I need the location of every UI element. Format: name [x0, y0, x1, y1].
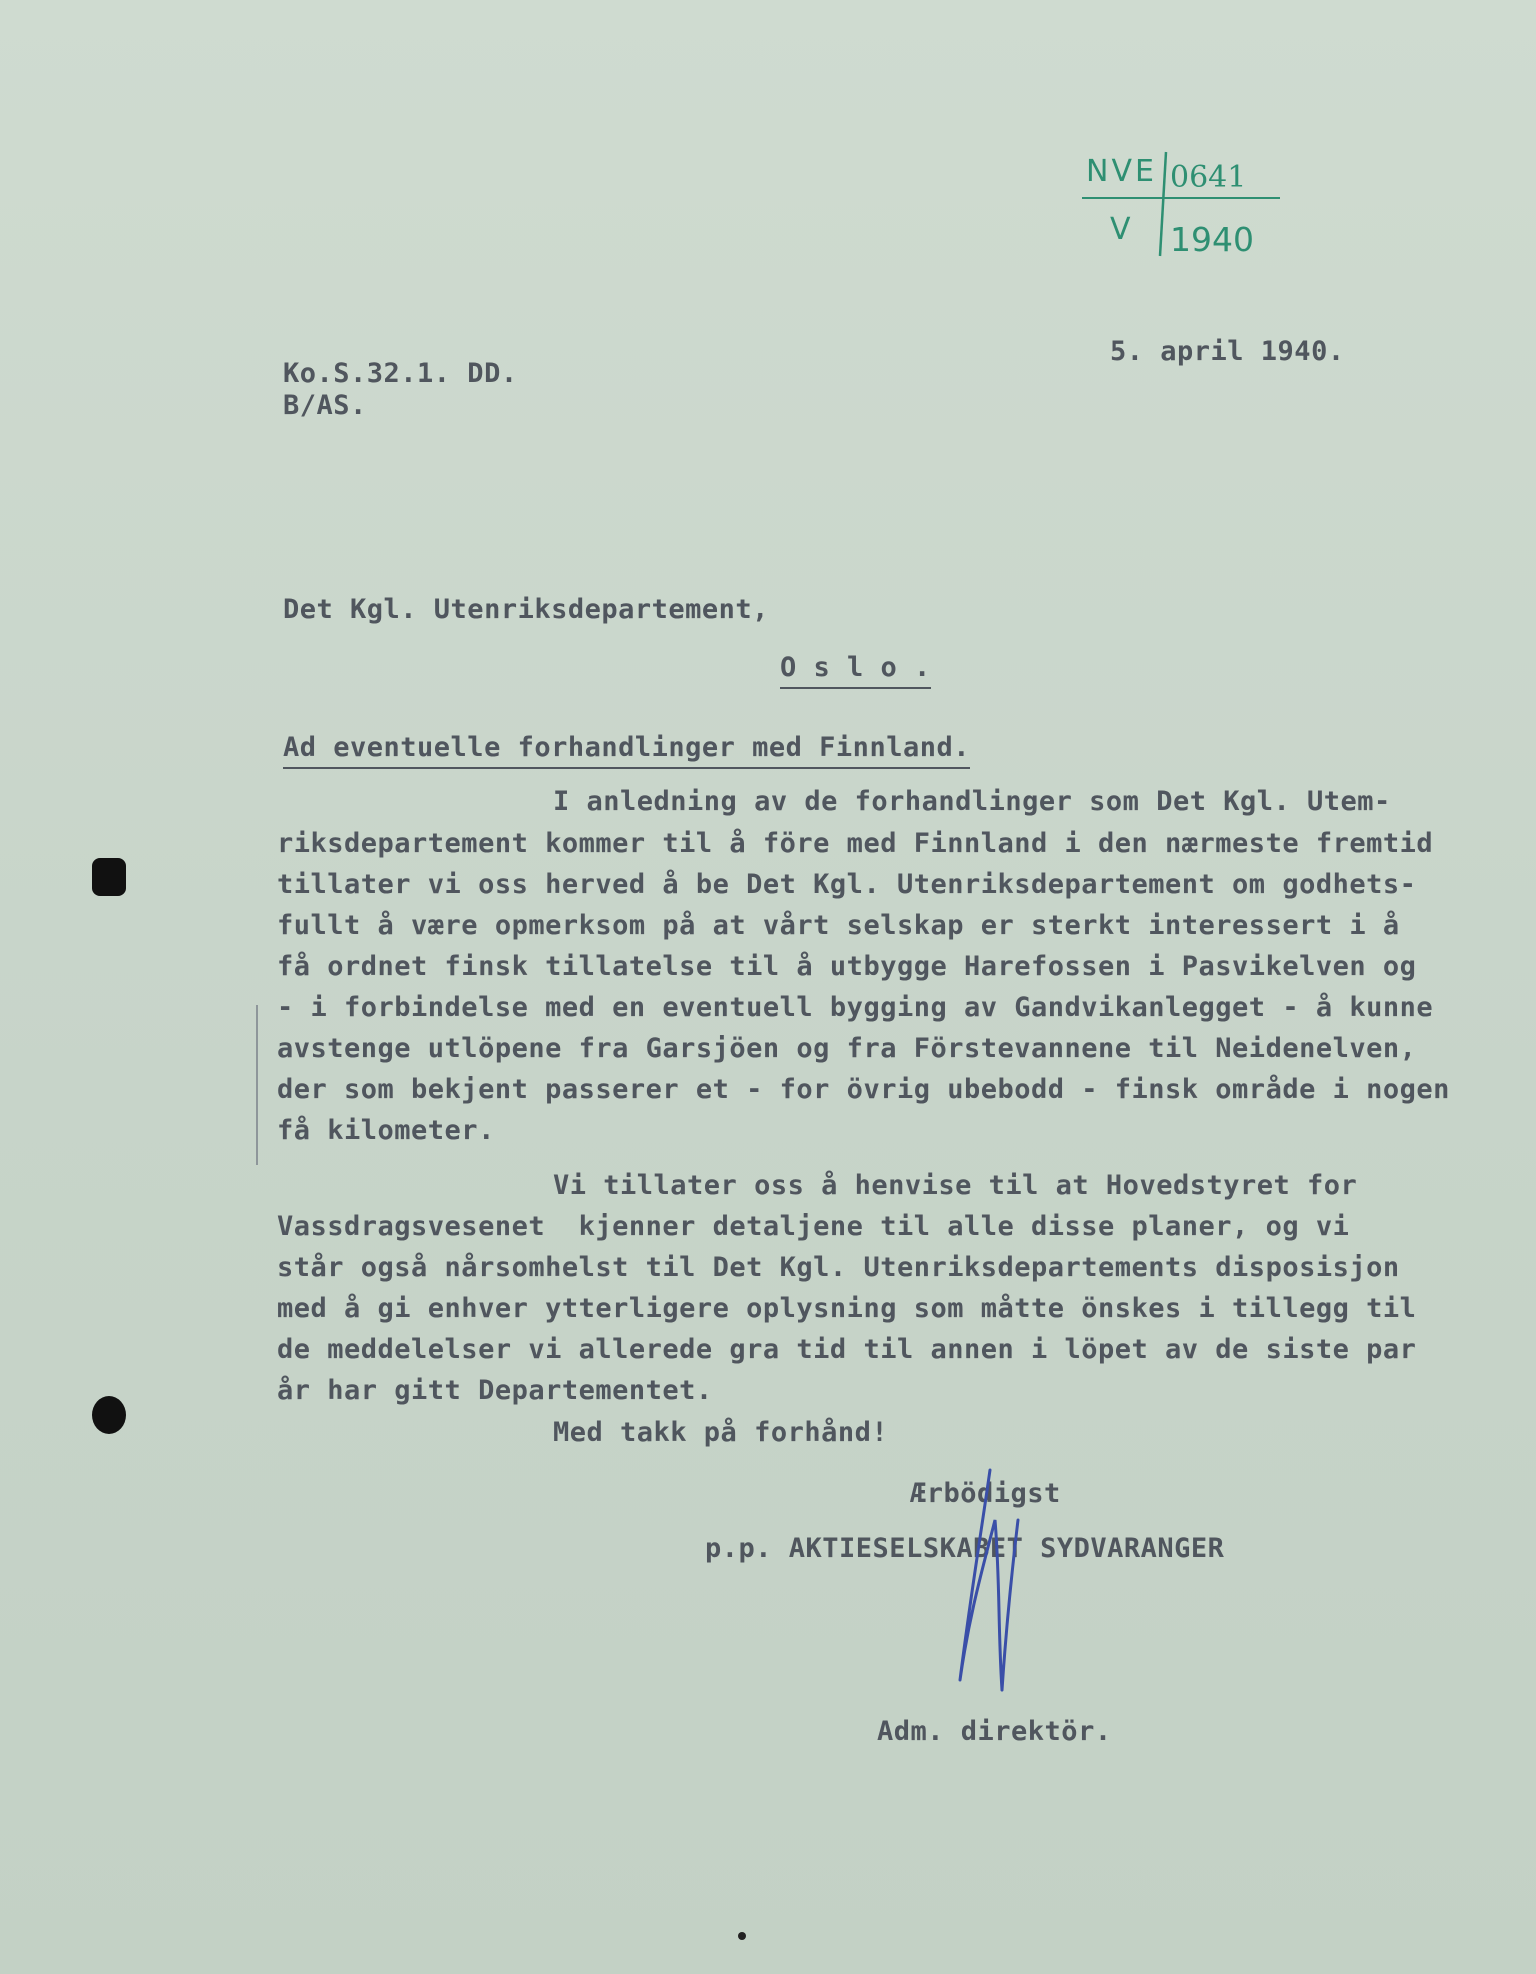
thanks-line: Med takk på forhånd!: [553, 1417, 889, 1448]
reference-line-1: Ko.S.32.1. DD.: [283, 358, 518, 389]
stamp-rules: [1080, 150, 1280, 260]
archive-stamp: [1080, 150, 1280, 260]
paragraph-1-line-3: tillater vi oss herved å be Det Kgl. Utenriksdepartement om godhets-: [277, 869, 1417, 900]
page-dot: [738, 1932, 746, 1940]
signer-title: Adm. direktör.: [877, 1716, 1112, 1747]
paragraph-2-line-2: Vassdragsvesenet kjenner detaljene til alle disse planer, og vi: [277, 1211, 1350, 1242]
reference-line-2: B/AS.: [283, 390, 367, 421]
stamp-year: 1940: [1170, 220, 1254, 259]
stamp-office: NVE: [1086, 154, 1157, 189]
company-name: p.p. AKTIESELSKABET SYDVARANGER: [705, 1533, 1225, 1564]
recipient-name: Det Kgl. Utenriksdepartement,: [283, 594, 769, 625]
letter-date: 5. april 1940.: [1110, 336, 1345, 367]
paragraph-2-line-5: de meddelelser vi allerede gra tid til annen i löpet av de siste par: [277, 1334, 1417, 1365]
paragraph-2-line-3: står også nårsomhelst til Det Kgl. Utenriksdepartements disposisjon: [277, 1252, 1400, 1283]
paragraph-1-line-2: riksdepartement kommer til å före med Finnland i den nærmeste fremtid: [277, 828, 1434, 859]
stamp-letter: V: [1110, 212, 1131, 247]
paragraph-1-line-1: I anledning av de forhandlinger som Det Kgl. Utem-: [553, 786, 1391, 817]
paragraph-1-line-4: fullt å være opmerksom på at vårt selskap er sterkt interessert i å: [277, 910, 1400, 941]
closing-salutation: Ærbödigst: [910, 1478, 1061, 1509]
paragraph-1-line-9: få kilometer.: [277, 1115, 495, 1146]
punch-hole-bottom: [92, 1396, 126, 1434]
paragraph-1-line-7: avstenge utlöpene fra Garsjöen og fra Förstevannene til Neidenelven,: [277, 1033, 1417, 1064]
punch-hole-top: [92, 858, 126, 896]
paragraph-2-line-1: Vi tillater oss å henvise til at Hovedstyret for: [553, 1170, 1358, 1201]
paragraph-1-line-6: - i forbindelse med en eventuell bygging av Gandvikanlegget - å kunne: [277, 992, 1434, 1023]
recipient-city: O s l o .: [780, 652, 931, 689]
subject-line: Ad eventuelle forhandlinger med Finnland.: [283, 732, 970, 769]
paragraph-1-line-8: der som bekjent passerer et - for övrig ubebodd - finsk område i nogen: [277, 1074, 1450, 1105]
handwritten-signature: [940, 1460, 1060, 1700]
paragraph-2-line-4: med å gi enhver ytterligere oplysning som måtte önskes i tillegg til: [277, 1293, 1417, 1324]
stamp-number: 0641: [1170, 160, 1247, 195]
margin-mark: [256, 1005, 258, 1165]
paragraph-1-line-5: få ordnet finsk tillatelse til å utbygge Harefossen i Pasvikelven og: [277, 951, 1417, 982]
paragraph-2-line-6: år har gitt Departementet.: [277, 1375, 713, 1406]
